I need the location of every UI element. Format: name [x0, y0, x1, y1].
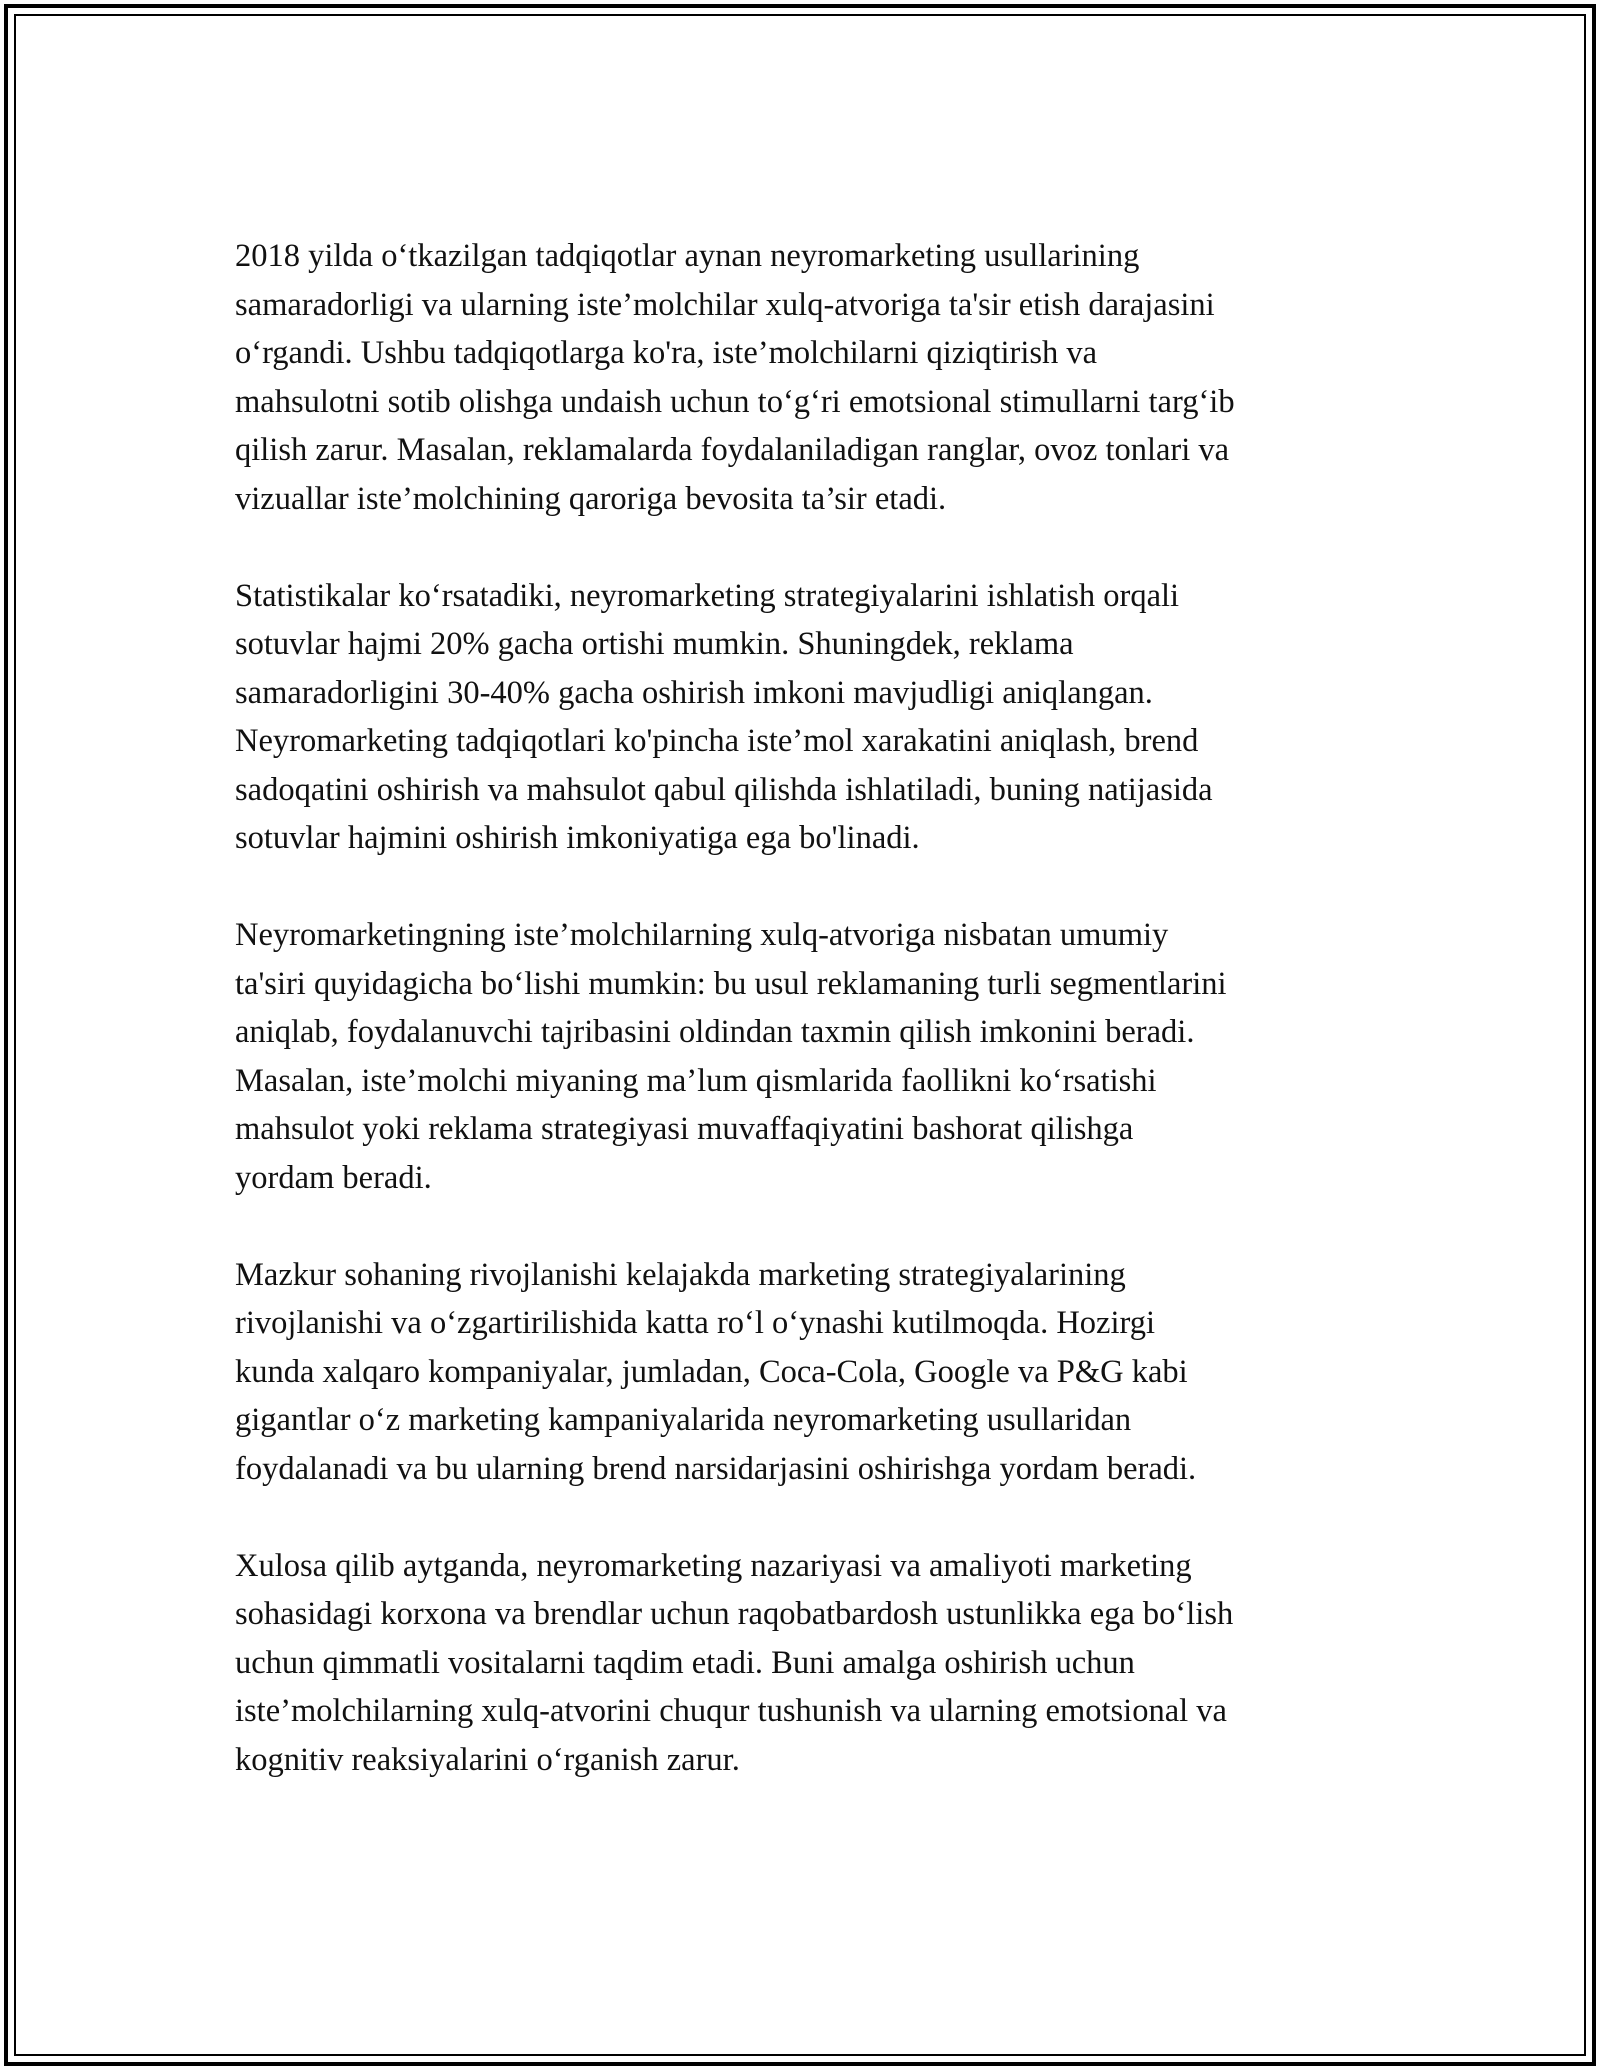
- document-body: [235, 232, 1385, 1833]
- paragraph-5: Xulosa qilib aytganda, neyromarketing nazariyasi va amaliyoti marketing sohasidagi korxona va brendlar uchun raqobatbardosh ustunlikka ega bo‘lish uchun qimmatli vositalarni taqdim etadi. Buni amalga oshirish uchun iste’molchilarning xulq-atvorini chuqur tushunish va ularning emotsional va kognitiv reaksiyalarini o‘rganish zarur.: [235, 1547, 1234, 1778]
- paragraph-4: Mazkur sohaning rivojlanishi kelajakda marketing strategiyalarining rivojlanishi va o‘zgartirilishida katta ro‘l o‘ynashi kutilmoqda. Hozirgi kunda xalqaro kompaniyalar, jumladan, Coca-Cola, Google va P&G kabi gigantlar o‘z marketing kampaniyalarida neyromarketing usullaridan foydalanadi va bu ularning brend narsidarjasini oshirishga yordam beradi.: [235, 1256, 1197, 1487]
- paragraph-1: 2018 yilda o‘tkazilgan tadqiqotlar aynan neyromarketing usullarining samaradorligi va ularning iste’molchilar xulq-atvoriga ta'sir etish darajasini o‘rgandi. Ushbu tadqiqotlarga ko'ra, iste’molchilarni qiziqtirish va mahsulotni sotib olishga undaish uchun to‘g‘ri emotsional stimullarni targ‘ib qilish zarur. Masalan, reklamalarda foydalaniladigan ranglar, ovoz tonlari va vizuallar iste’molchining qaroriga bevosita ta’sir etadi.: [235, 238, 1235, 517]
- paragraph-2: Statistikalar ko‘rsatadiki, neyromarketing strategiyalarini ishlatish orqali sotuvlar hajmi 20% gacha ortishi mumkin. Shuningdek, reklama samaradorligini 30-40% gacha oshirish imkoni mavjudligi aniqlangan. Neyromarketing tadqiqotlari ko'pincha iste’mol xarakatini aniqlash, brend sadoqatini oshirish va mahsulot qabul qilishda ishlatiladi, buning natijasida sotuvlar hajmini oshirish imkoniyatiga ega bo'linadi.: [235, 577, 1213, 856]
- paragraph-3: Neyromarketingning iste’molchilarning xulq-atvoriga nisbatan umumiy ta'siri quyidagicha bo‘lishi mumkin: bu usul reklamaning turli segmentlarini aniqlab, foydalanuvchi tajribasini oldindan taxmin qilish imkonini beradi. Masalan, iste’molchi miyaning ma’lum qismlarida faollikni ko‘rsatishi mahsulot yoki reklama strategiyasi muvaffaqiyatini bashorat qilishga yordam beradi.: [235, 917, 1227, 1196]
